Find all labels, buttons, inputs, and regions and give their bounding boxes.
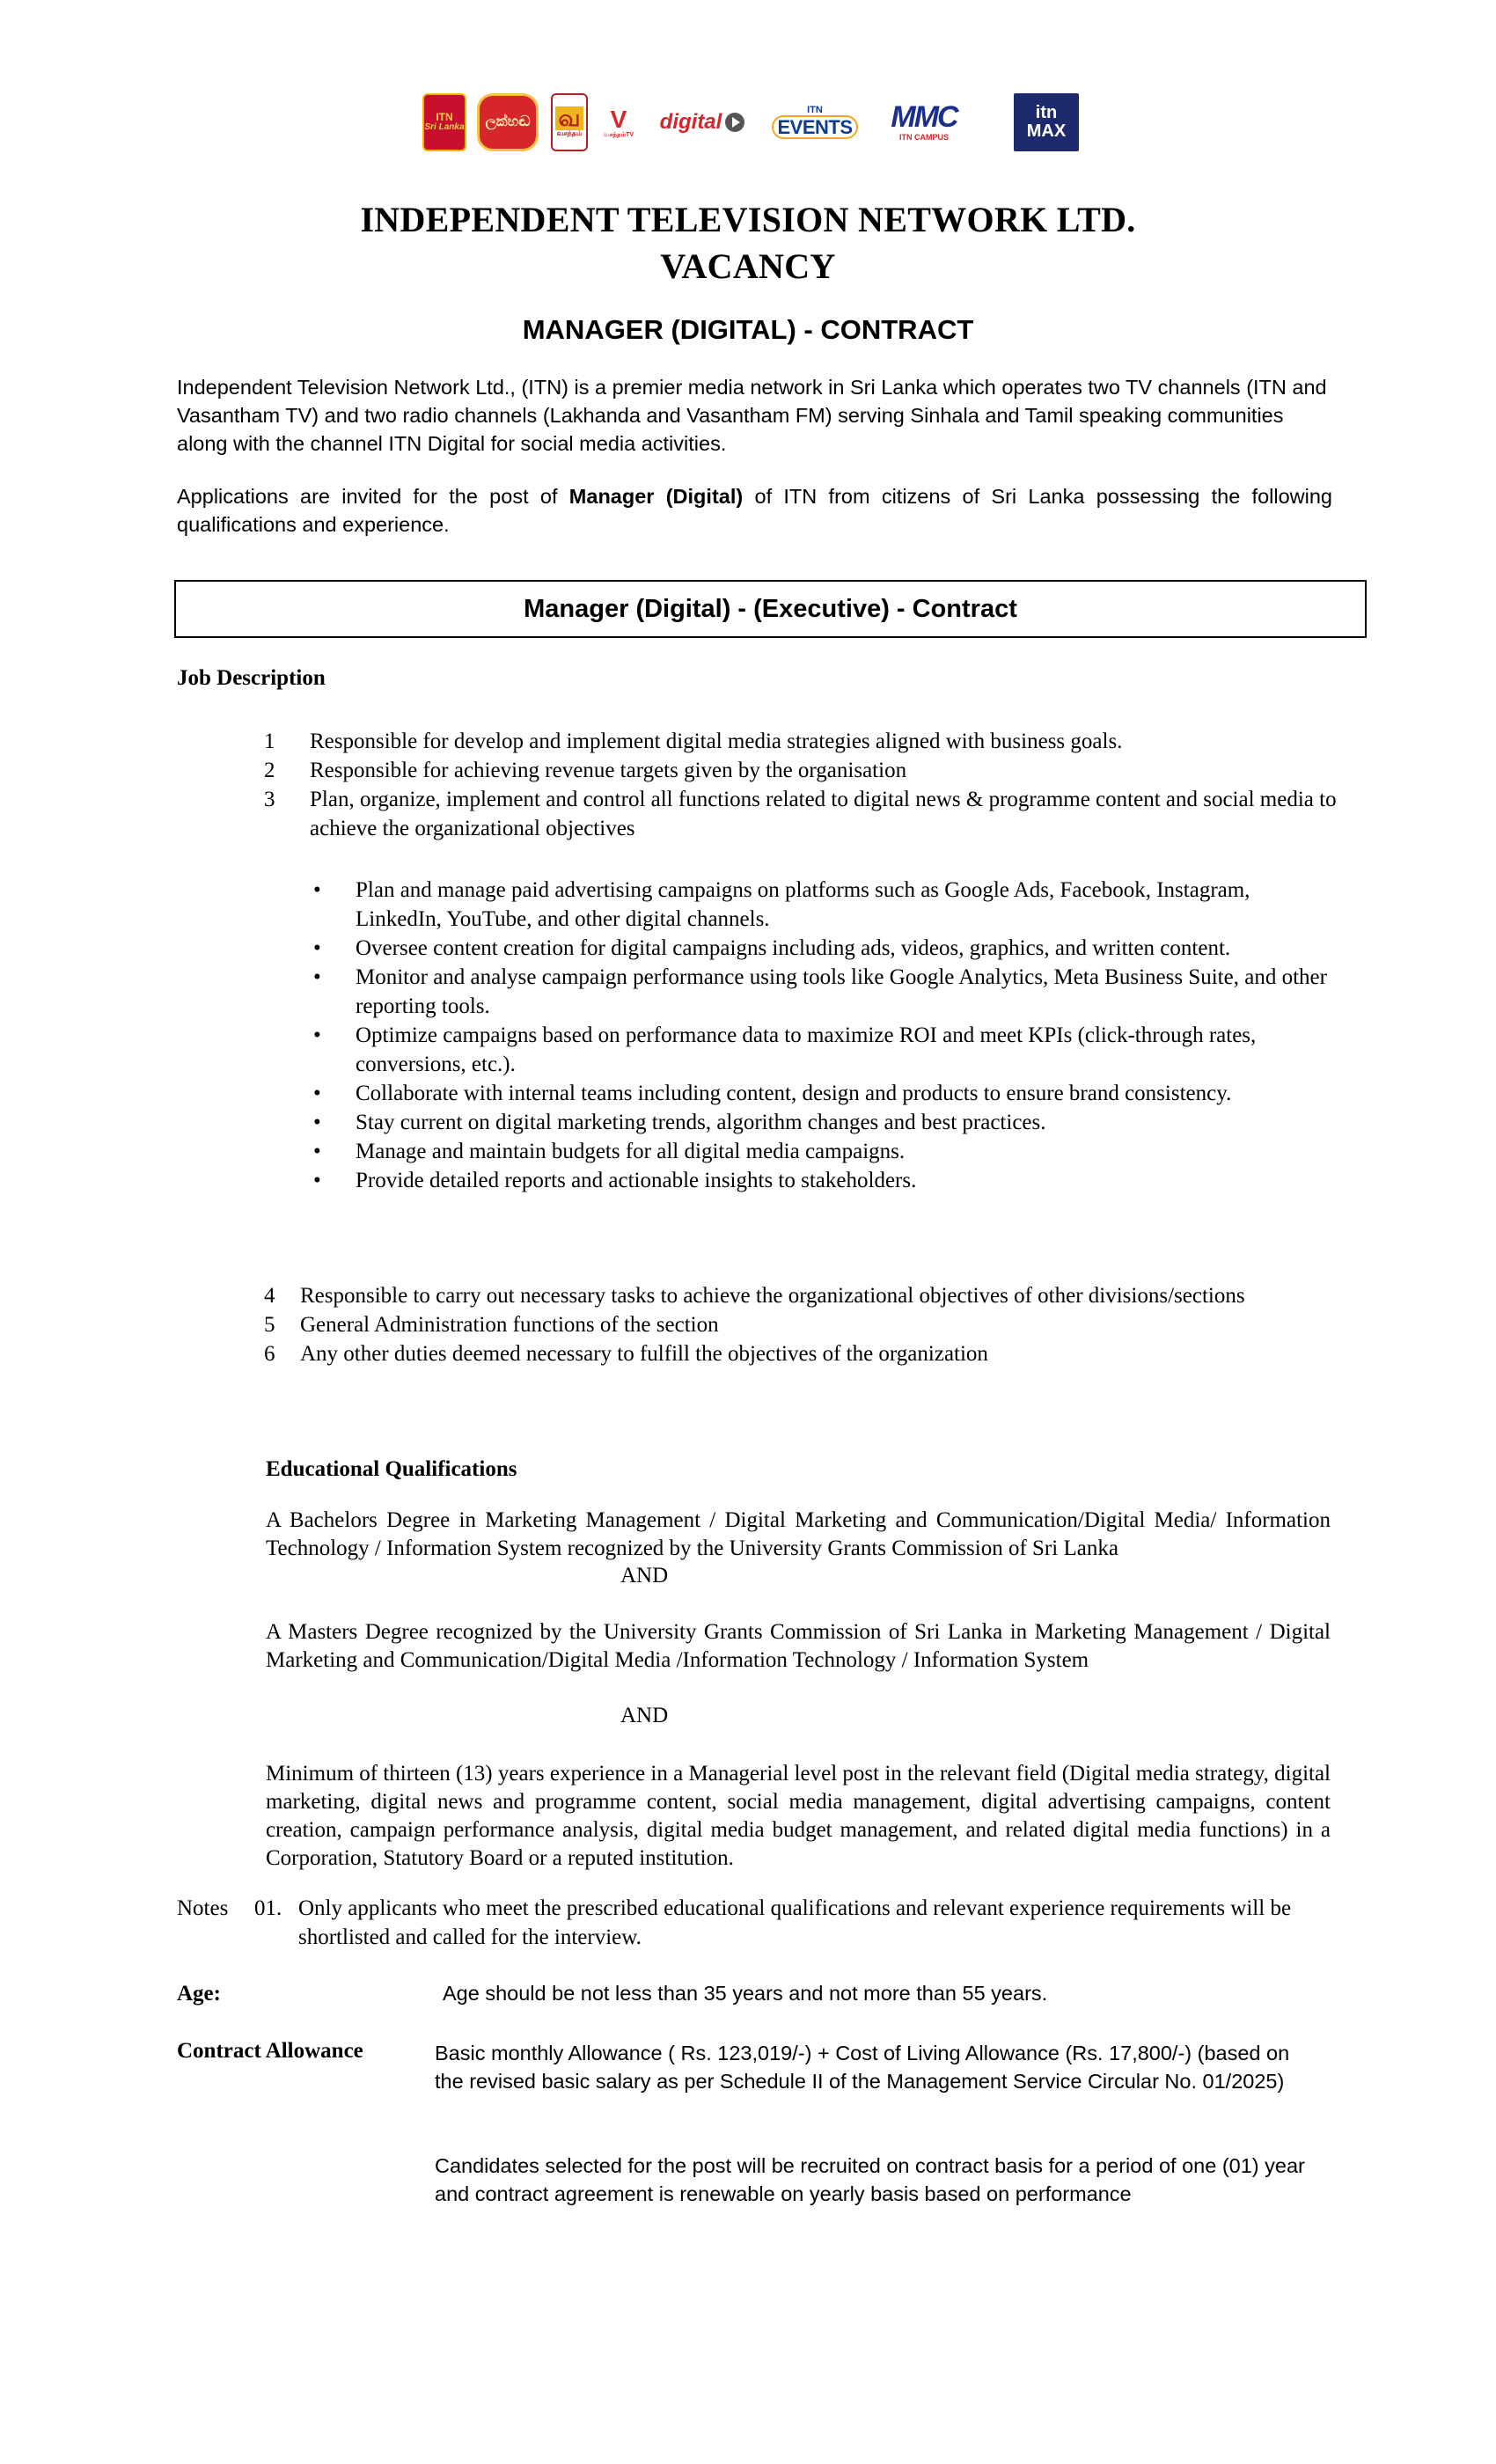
bullet-icon: • — [313, 878, 321, 902]
list-item: • Oversee content creation for digital campaigns including ads, videos, graphics, and written content. — [308, 934, 1329, 963]
educational-qualifications-heading: Educational Qualifications — [266, 1457, 517, 1481]
intro-paragraph: Independent Television Network Ltd., (ITN) is a premier media network in Sri Lanka which operates two TV channels (ITN and Vasantham TV) and two radio channels (Lakhanda and Vasantham FM) serving Sinhala and Tamil speaking communities along with the channel ITN Digital for social media activities. — [177, 376, 1327, 455]
list-item: • Stay current on digital marketing trends, algorithm changes and best practices. — [308, 1108, 1329, 1137]
age-requirement: Age should be not less than 35 years and not more than 55 years. — [443, 1982, 1048, 2005]
job-description-heading: Job Description — [177, 666, 326, 690]
experience-requirement: Minimum of thirteen (13) years experience in a Managerial level post in the relevant field (Digital media strategy, digital marketing, digital news and programme content, social media management, digital advertising campaigns, content creation, campaign performance analysis, digital media budget management, and related digital media functions) in a Corporation, Statutory Board or a reputed institution. — [266, 1762, 1331, 1870]
vasantham-fm-logo: V வசந்தம்TV — [598, 93, 639, 151]
bullet-icon: • — [313, 965, 321, 989]
list-item: 6 Any other duties deemed necessary to fulfill the objectives of the organization — [264, 1342, 988, 1366]
age-label: Age: — [177, 1982, 221, 2006]
digital-tasks-bullets — [308, 876, 1329, 1195]
play-icon — [725, 113, 744, 132]
bullet-icon: • — [313, 1140, 321, 1163]
list-item: 2 Responsible for achieving revenue targets given by the organisation — [264, 759, 907, 782]
contract-allowance-label: Contract Allowance — [177, 2039, 363, 2063]
contract-terms: Candidates selected for the post will be recruited on contract basis for a period of one (01) year and contract agreement is renewable on yearly basis based on performance — [435, 2154, 1305, 2205]
bachelors-qualification: A Bachelors Degree in Marketing Management / Digital Marketing and Communication/Digital Media/ Information Technology / Information System recognized by the University Grants Commission of Sri Lanka — [266, 1508, 1331, 1560]
list-item: • Optimize campaigns based on performance data to maximize ROI and meet KPIs (click-through rates, conversions, etc.). — [308, 1021, 1329, 1079]
bullet-icon: • — [313, 936, 321, 960]
notes-label: Notes — [177, 1896, 229, 1920]
company-title: INDEPENDENT TELEVISION NETWORK LTD. — [360, 200, 1136, 239]
list-item: • Provide detailed reports and actionable insights to stakeholders. — [308, 1166, 1329, 1195]
itn-max-logo: itn MAX — [1014, 93, 1079, 151]
bullet-icon: • — [313, 1169, 321, 1192]
job-duties-list-bottom — [264, 1281, 1346, 1368]
list-item: 1 Responsible for develop and implement digital media strategies aligned with business goals. — [264, 730, 1123, 753]
list-item: • Collaborate with internal teams including content, design and products to ensure brand consistency. — [308, 1079, 1329, 1108]
vasantham-tv-logo: வ வசந்தம் — [551, 93, 588, 151]
list-item: • Manage and maintain budgets for all digital media campaigns. — [308, 1137, 1329, 1166]
logo-strip — [422, 93, 1079, 155]
lakhanda-logo: ලක්හඬ — [477, 93, 539, 151]
and-separator: AND — [620, 1564, 669, 1588]
notes-number: 01. — [254, 1896, 282, 1920]
vacancy-title: VACANCY — [660, 246, 836, 286]
post-title: MANAGER (DIGITAL) - CONTRACT — [522, 314, 974, 345]
list-item: 5 General Administration functions of the section — [264, 1313, 719, 1337]
list-item: 3 Plan, organize, implement and control all functions related to digital news & programme content and social media to achieve the organizational objectives — [264, 788, 1337, 840]
job-duties-list-top — [264, 727, 1346, 843]
itn-sri-lanka-logo: ITN Sri Lanka — [422, 93, 466, 151]
list-item: 4 Responsible to carry out necessary tasks to achieve the organizational objectives of other divisions/sections — [264, 1284, 1245, 1308]
notes-text: Only applicants who meet the prescribed educational qualifications and relevant experience requirements will be shortlisted and called for the interview. — [298, 1896, 1292, 1949]
bullet-icon: • — [313, 1111, 321, 1134]
itn-campus-logo: MMC ITN CAMPUS — [871, 93, 977, 151]
post-name-bold: Manager (Digital) — [568, 485, 744, 508]
list-item: • Monitor and analyse campaign performance using tools like Google Analytics, Meta Business Suite, and other reporting tools. — [308, 963, 1329, 1021]
itn-events-logo: ITN EVENTS — [766, 93, 864, 151]
bullet-icon: • — [313, 1023, 321, 1047]
bullet-icon: • — [313, 1082, 321, 1105]
contract-allowance-details: Basic monthly Allowance ( Rs. 123,019/-) + Cost of Living Allowance (Rs. 17,800/-) (based on the revised basic salary as per Schedule II of the Management Service Circular No. 01/2025) — [435, 2042, 1290, 2093]
list-item: • Plan and manage paid advertising campaigns on platforms such as Google Ads, Facebook, Instagram, LinkedIn, YouTube, and other digital channels. — [308, 876, 1329, 934]
invitation-paragraph: Applications are invited for the post of Manager (Digital) of ITN from citizens of Sri Lanka possessing the following qualifications and experience. — [177, 485, 1332, 536]
masters-qualification: A Masters Degree recognized by the University Grants Commission of Sri Lanka in Marketing Management / Digital Marketing and Communication/Digital Media /Information Technology / Information System — [266, 1620, 1331, 1672]
itn-digital-logo: digital — [646, 93, 759, 151]
position-box-title: Manager (Digital) - (Executive) - Contract — [174, 580, 1367, 638]
and-separator: AND — [620, 1704, 669, 1727]
